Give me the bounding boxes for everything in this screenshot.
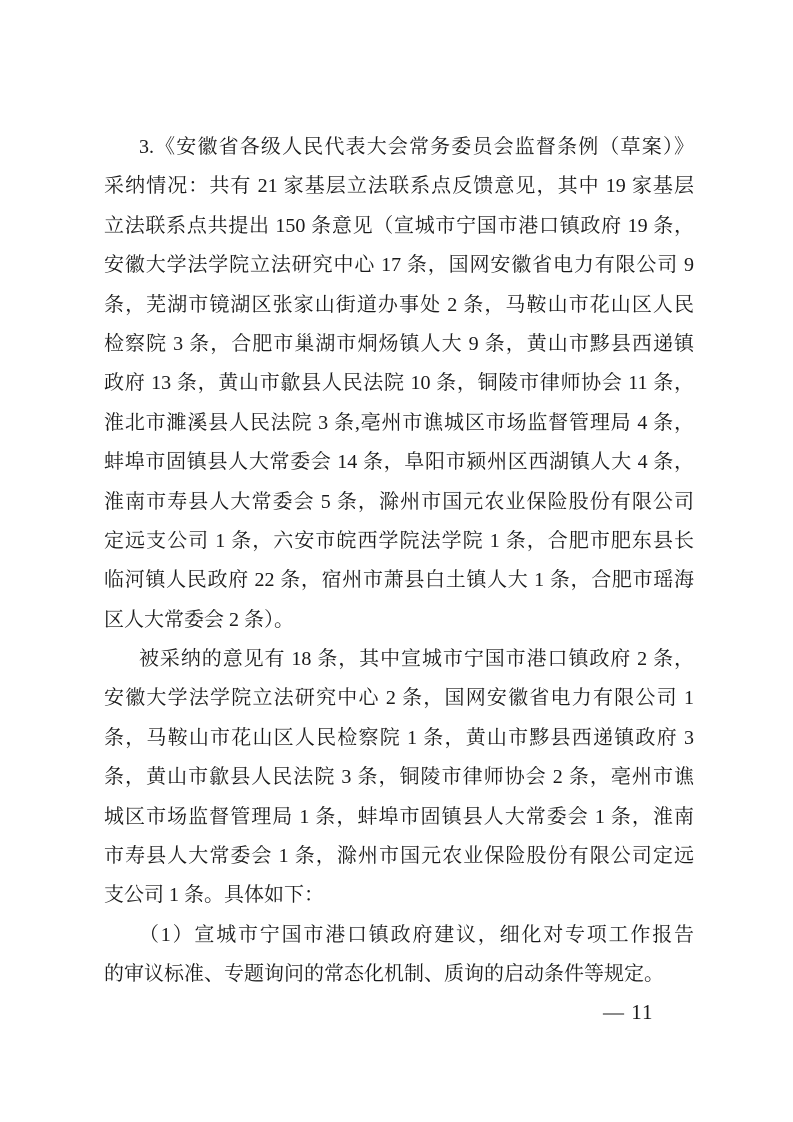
paragraph-item-1-suggestion xyxy=(104,916,694,995)
text-line: 的审议标准、专题询问的常态化机制、质询的启动条件等规定。 xyxy=(104,963,664,986)
text-line: 区人大常委会 2 条）。 xyxy=(104,608,294,631)
page-number: — 11 xyxy=(603,1000,654,1024)
text-line: 安徽大学法学院立法研究中心 2 条，国网安徽省电力有限公司 1 xyxy=(104,687,694,710)
text-line: 被采纳的意见有 18 条，其中宣城市宁国市港口镇政府 2 条， xyxy=(139,648,694,671)
text-line: 条，芜湖市镜湖区张家山街道办事处 2 条，马鞍山市花山区人民 xyxy=(104,293,694,316)
text-line: 市寿县人大常委会 1 条，滁州市国元农业保险股份有限公司定远 xyxy=(104,845,694,868)
text-line: 检察院 3 条，合肥市巢湖市烔炀镇人大 9 条，黄山市黟县西递镇 xyxy=(104,332,694,355)
text-line: 支公司 1 条。具体如下： xyxy=(104,884,324,907)
text-line: 安徽大学法学院立法研究中心 17 条，国网安徽省电力有限公司 9 xyxy=(104,254,694,277)
text-line: 3.《安徽省各级人民代表大会常务委员会监督条例（草案）》 xyxy=(139,136,694,158)
text-line: 淮南市寿县人大常委会 5 条，滁州市国元农业保险股份有限公司 xyxy=(104,490,694,513)
text-line: 政府 13 条，黄山市歙县人民法院 10 条，铜陵市律师协会 11 条， xyxy=(104,372,694,395)
text-line: （1）宣城市宁国市港口镇政府建议，细化对专项工作报告 xyxy=(139,923,694,946)
text-line: 临河镇人民政府 22 条，宿州市萧县白土镇人大 1 条，合肥市瑶海 xyxy=(104,569,694,592)
text-line: 淮北市濉溪县人民法院 3 条,亳州市谯城区市场监督管理局 4 条， xyxy=(104,411,694,434)
text-line: 立法联系点共提出 150 条意见（宣城市宁国市港口镇政府 19 条， xyxy=(104,214,694,237)
text-line: 定远支公司 1 条，六安市皖西学院法学院 1 条，合肥市肥东县长 xyxy=(104,529,694,552)
text-line: 蚌埠市固镇县人大常委会 14 条，阜阳市颍州区西湖镇人大 4 条， xyxy=(104,451,694,474)
text-line: 城区市场监督管理局 1 条，蚌埠市固镇县人大常委会 1 条，淮南 xyxy=(104,805,694,828)
text-line: 采纳情况：共有 21 家基层立法联系点反馈意见，其中 19 家基层 xyxy=(104,175,694,198)
text-line: 条，马鞍山市花山区人民检察院 1 条，黄山市黟县西递镇政府 3 xyxy=(104,726,694,749)
document-body xyxy=(104,128,694,995)
paragraph-adopted-opinions xyxy=(104,640,694,916)
paragraph-adoption-overview xyxy=(104,128,694,640)
text-line: 条，黄山市歙县人民法院 3 条，铜陵市律师协会 2 条，亳州市谯 xyxy=(104,766,694,789)
